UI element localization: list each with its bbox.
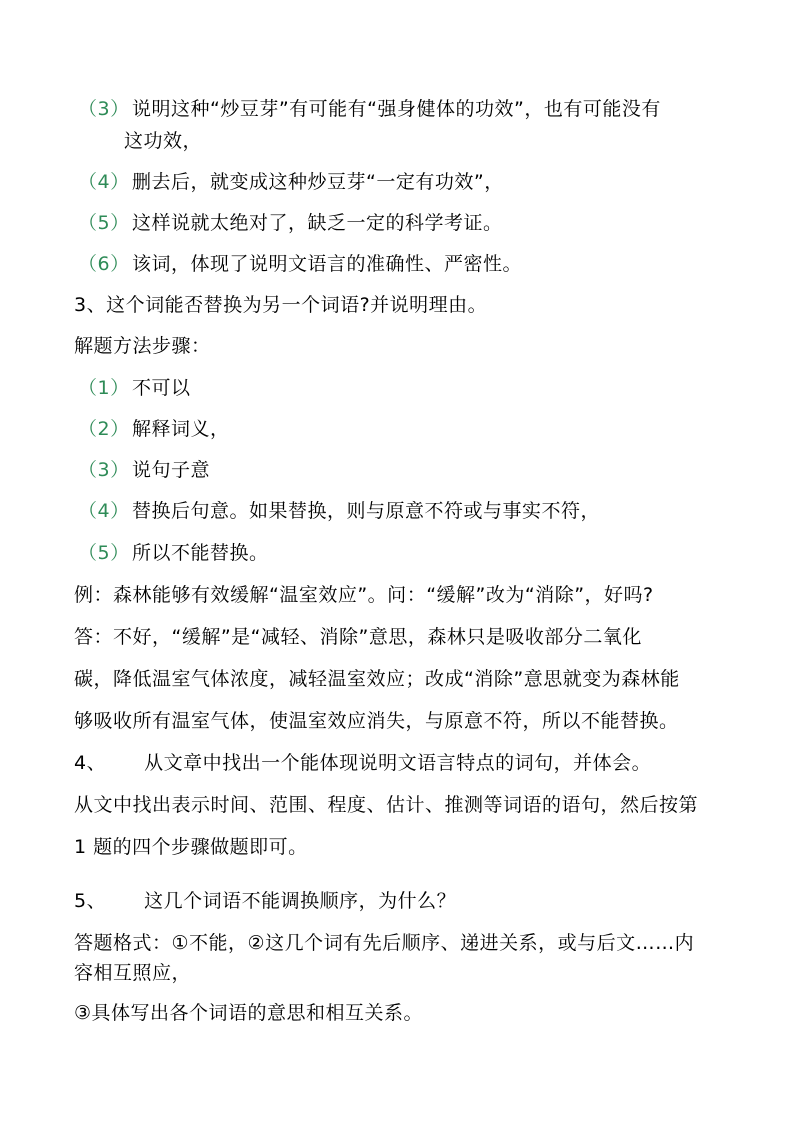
item-text: 所以不能替换。 (132, 542, 269, 564)
item-number: （4） (78, 500, 130, 522)
question-number: 4、 (74, 752, 107, 774)
question-4-title (74, 750, 651, 776)
list-item (78, 96, 661, 122)
item-text: 不可以 (132, 377, 191, 399)
question-text: 从文章中找出一个能体现说明文语言特点的词句，并体会。 (144, 752, 652, 774)
item-number: （1） (78, 377, 130, 399)
item-text: 说句子意 (132, 459, 211, 481)
list-item-continuation (124, 128, 202, 154)
question-number: 5、 (74, 890, 107, 912)
item-text: 替换后句意。如果替换，则与原意不符或与事实不符， (132, 500, 601, 522)
question-3-title: 3、这个词能否替换为另一个词语?并说明理由。 (74, 294, 488, 316)
paragraph-line: 从文中找出表示时间、范围、程度、估计、推测等词语的语句，然后按第 (74, 794, 699, 816)
question-5-title (74, 888, 456, 914)
list-item (78, 457, 210, 483)
paragraph-line: 容相互照应， (74, 962, 192, 984)
item-number: （4） (78, 171, 130, 193)
item-text: 删去后，就变成这种炒豆芽“一定有功效”， (132, 171, 504, 193)
list-item (78, 498, 600, 524)
list-item (78, 416, 230, 442)
example-answer-line: 碳，降低温室气体浓度，减轻温室效应；改成“消除”意思就变为森林能 (74, 668, 680, 690)
list-item (78, 169, 504, 195)
paragraph-line: 1 题的四个步骤做题即可。 (74, 836, 308, 858)
item-text: 该词，体现了说明文语言的准确性、严密性。 (132, 253, 523, 275)
list-item (78, 375, 191, 401)
example-answer-line: 够吸收所有温室气体，使温室效应消失，与原意不符，所以不能替换。 (74, 710, 679, 732)
item-number: （2） (78, 418, 130, 440)
item-number: （5） (78, 542, 130, 564)
item-number: （5） (78, 212, 130, 234)
list-item (78, 210, 503, 236)
example-question: 例：森林能够有效缓解“温室效应”。问：“缓解”改为“消除”，好吗? (74, 584, 654, 606)
method-label: 解题方法步骤： (74, 335, 211, 357)
list-item (78, 251, 522, 277)
item-number: （6） (78, 253, 130, 275)
item-text: 这样说就太绝对了，缺乏一定的科学考证。 (132, 212, 503, 234)
item-text: 说明这种“炒豆芽”有可能有“强身健体的功效”，也有可能没有 (132, 98, 661, 120)
item-number: （3） (78, 98, 130, 120)
paragraph-line: 答题格式：①不能，②这几个词有先后顺序、递进关系，或与后文……内 (74, 932, 695, 954)
item-text: 这功效， (124, 130, 203, 152)
item-number: （3） (78, 459, 130, 481)
example-answer-line: 答：不好，“缓解”是“减轻、消除”意思，森林只是吸收部分二氧化 (74, 626, 642, 648)
paragraph-line: ③具体写出各个词语的意思和相互关系。 (74, 1002, 424, 1024)
item-text: 解释词义， (132, 418, 230, 440)
list-item (78, 540, 269, 566)
question-text: 这几个词语不能调换顺序，为什么？ (144, 890, 457, 912)
